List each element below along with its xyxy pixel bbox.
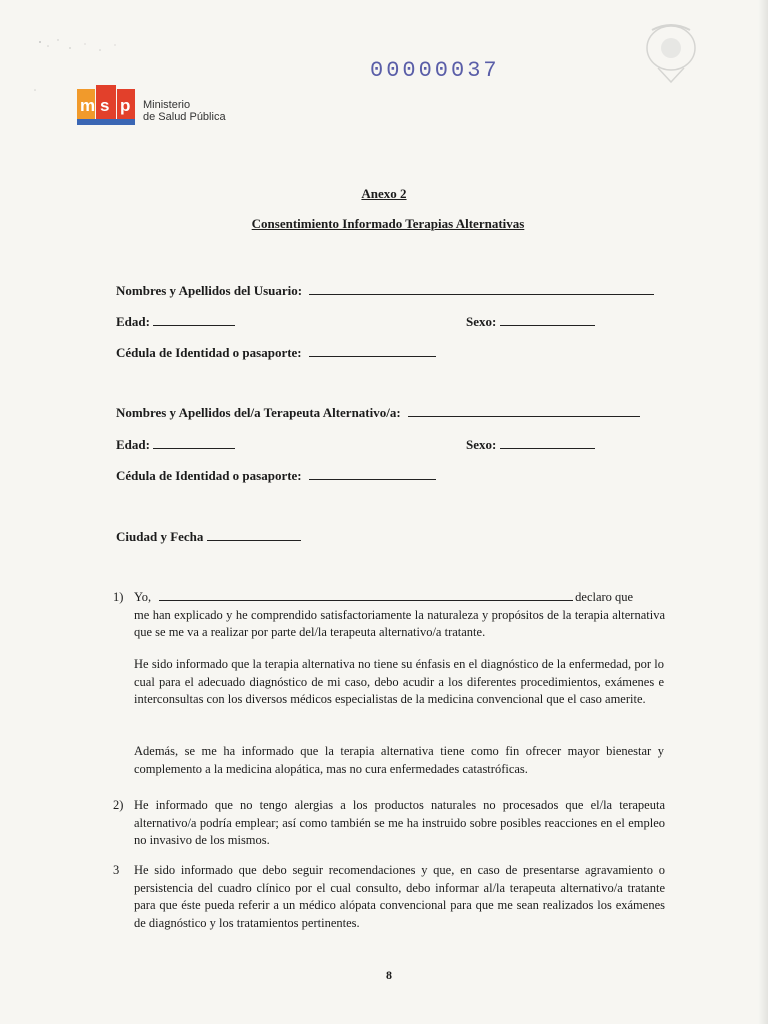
clause-1 [113,589,665,642]
therapist-id-field[interactable] [116,467,436,484]
logo-line-2: de Salud Pública [143,111,226,123]
clause-3-text: He sido informado que debo seguir recomendaciones y que, en caso de presentarse agravamiento o persistencia del cuadro clínico por el cual consulto, debo informar al/la terapeuta alternativo/a tratante para que éste pueda referir a un médico alópata convencional para que me sean realizados los exámenes de diagnóstico y los tratamientos pertinentes. [134,863,665,930]
clause-1-declaro: declaro que [575,590,634,604]
clause-1-rest: me han explicado y he comprendido satisfactoriamente la naturaleza y propósitos de la terapia alternativa que se me va a realizar por parte del/la terapeuta alternativo/a tratante. [134,607,665,639]
therapist-name-blank[interactable] [408,404,640,417]
svg-text:s: s [100,96,110,115]
clause-3 [113,862,665,932]
declarant-name-blank[interactable] [159,589,573,601]
clause-3-number: 3 [113,863,120,877]
ministry-logo [77,85,237,129]
user-age-field[interactable] [116,313,235,330]
therapist-id-blank[interactable] [309,467,436,480]
clause-2 [113,797,665,850]
user-age-blank[interactable] [153,313,235,326]
therapist-id-label: Cédula de Identidad o pasaporte: [116,468,302,483]
user-sex-label: Sexo: [466,314,497,329]
annex-heading: Anexo 2 [361,186,407,201]
page-edge-shadow [758,0,768,1024]
user-age-label: Edad: [116,314,150,329]
logo-text [143,99,226,123]
user-sex-blank[interactable] [500,313,595,326]
logo-line-1: Ministerio [143,99,191,111]
user-id-blank[interactable] [309,344,436,357]
clause-1-paragraph-3: Además, se me ha informado que la terapia alternativa tiene como fin ofrecer mayor bienestar y complemento a la medicina alopática, mas no cura enfermedades catastróficas. [134,744,664,776]
city-date-field[interactable] [116,528,301,545]
clause-1-number: 1) [113,590,124,604]
clause-1-first-line [134,589,665,607]
page-number: 8 [386,968,392,982]
user-id-label: Cédula de Identidad o pasaporte: [116,345,302,360]
document-title: Consentimiento Informado Terapias Alternativas [251,216,525,231]
therapist-sex-blank[interactable] [500,436,595,449]
msp-logo-mark [77,85,137,125]
clause-2-text: He informado que no tengo alergias a los productos naturales no procesados que el/la terapeuta alternativo/a podría emplear; así como también se me ha instruido sobre posibles reacciones en el empleo no invasivo de los mismos. [134,798,665,847]
city-date-blank[interactable] [207,528,301,541]
document-number: 00000037 [370,58,500,83]
user-id-field[interactable] [116,344,436,361]
svg-text:m: m [80,96,96,115]
therapist-age-blank[interactable] [153,436,235,449]
clause-1-yo: Yo, [134,590,152,604]
therapist-age-label: Edad: [116,437,150,452]
svg-text:p: p [120,96,131,115]
therapist-name-field[interactable] [116,404,640,421]
clause-1-paragraph-2: He sido informado que la terapia alternativa no tiene su énfasis en el diagnóstico de la enfermedad, por lo cual para el adecuado diagnóstico de mi caso, debo acudir a los diferentes procedimientos, exámenes e interconsultas con los diversos médicos especialistas de la medicina convencional que el caso amerite. [134,657,664,706]
user-name-label: Nombres y Apellidos del Usuario: [116,283,303,298]
therapist-name-label: Nombres y Apellidos del/a Terapeuta Alternativo/a: [116,405,401,420]
user-name-blank[interactable] [309,282,654,295]
coat-of-arms-seal [640,20,702,86]
therapist-age-field[interactable] [116,436,235,453]
therapist-sex-label: Sexo: [466,437,497,452]
therapist-sex-field[interactable] [466,436,595,453]
clause-2-number: 2) [113,798,124,812]
user-name-field[interactable] [116,282,654,299]
user-sex-field[interactable] [466,313,595,330]
clause-1-text [134,589,665,642]
city-date-label: Ciudad y Fecha [116,529,204,544]
